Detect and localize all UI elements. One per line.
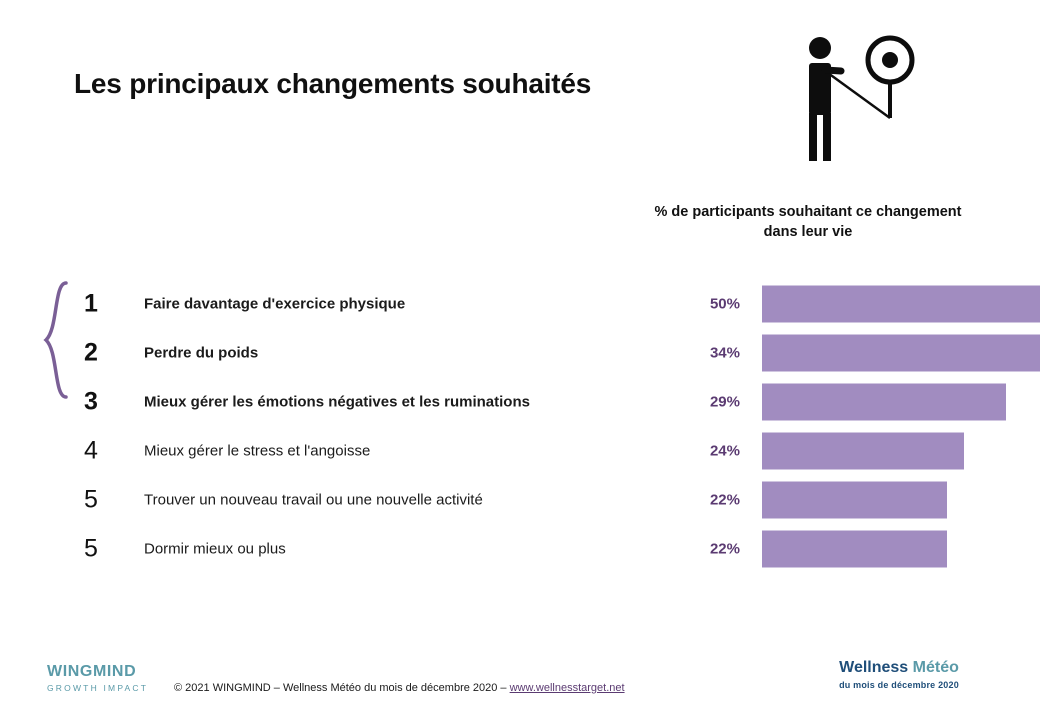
wellness-meteo-title: [814, 659, 984, 677]
percent-value: 34%: [709, 344, 740, 361]
percent-value: 50%: [709, 295, 740, 312]
percent-value: 22%: [709, 540, 740, 557]
bar-track: [762, 432, 1040, 469]
wellness-meteo-brand: [814, 659, 984, 690]
wingmind-logo-name: WINGMIND: [47, 663, 137, 680]
wingmind-logo: [47, 663, 167, 693]
change-label: Faire davantage d'exercice physique: [144, 295, 406, 312]
list-item: [0, 524, 1040, 573]
list-item: [0, 377, 1040, 426]
rank-number: 3: [84, 387, 98, 415]
ranked-bar-list: [0, 279, 1040, 573]
rank-number: 1: [84, 289, 98, 317]
page-title: Les principaux changements souhaités: [74, 68, 592, 99]
bar-track: [762, 334, 1040, 371]
change-label: Trouver un nouveau travail ou une nouvelle activité: [144, 491, 483, 508]
rank-number: 5: [84, 485, 98, 513]
rank-number: 2: [84, 338, 98, 366]
rank-number: 4: [84, 436, 98, 464]
wellness-word: Wellness: [839, 659, 913, 676]
bar-track: [762, 285, 1040, 322]
percent-value: 29%: [709, 393, 740, 410]
bar-fill: [762, 383, 1006, 420]
chart-column-header: % de participants souhaitant ce changement dans leur vie: [654, 204, 962, 240]
list-item: [0, 328, 1040, 377]
change-label: Mieux gérer le stress et l'angoisse: [144, 442, 371, 459]
percent-value: 22%: [709, 491, 740, 508]
change-label: Mieux gérer les émotions négatives et les ruminations: [144, 393, 530, 410]
copyright-notice: [174, 682, 625, 694]
change-label: Perdre du poids: [144, 344, 259, 361]
bar-track: [762, 481, 1040, 518]
bar-fill: [762, 481, 947, 518]
wingmind-logo-tagline: GROWTH IMPACT: [47, 682, 149, 693]
list-item: [0, 426, 1040, 475]
bar-track: [762, 383, 1040, 420]
list-item: [0, 475, 1040, 524]
bar-track: [762, 530, 1040, 567]
wellness-meteo-subtitle: du mois de décembre 2020: [839, 680, 959, 691]
copyright-text: © 2021 WINGMIND – Wellness Météo du mois de décembre 2020 –: [174, 682, 510, 694]
bar-fill: [762, 334, 1040, 371]
rank-number: 5: [84, 534, 98, 562]
bar-fill: [762, 530, 947, 567]
person-with-flag-icon: [795, 30, 925, 165]
list-item: [0, 279, 1040, 328]
meteo-word: Météo: [912, 659, 959, 676]
bar-fill: [762, 432, 964, 469]
change-label: Dormir mieux ou plus: [144, 540, 286, 557]
bar-fill: [762, 285, 1040, 322]
percent-value: 24%: [709, 442, 740, 459]
website-link[interactable]: www.wellnesstarget.net: [509, 682, 625, 694]
